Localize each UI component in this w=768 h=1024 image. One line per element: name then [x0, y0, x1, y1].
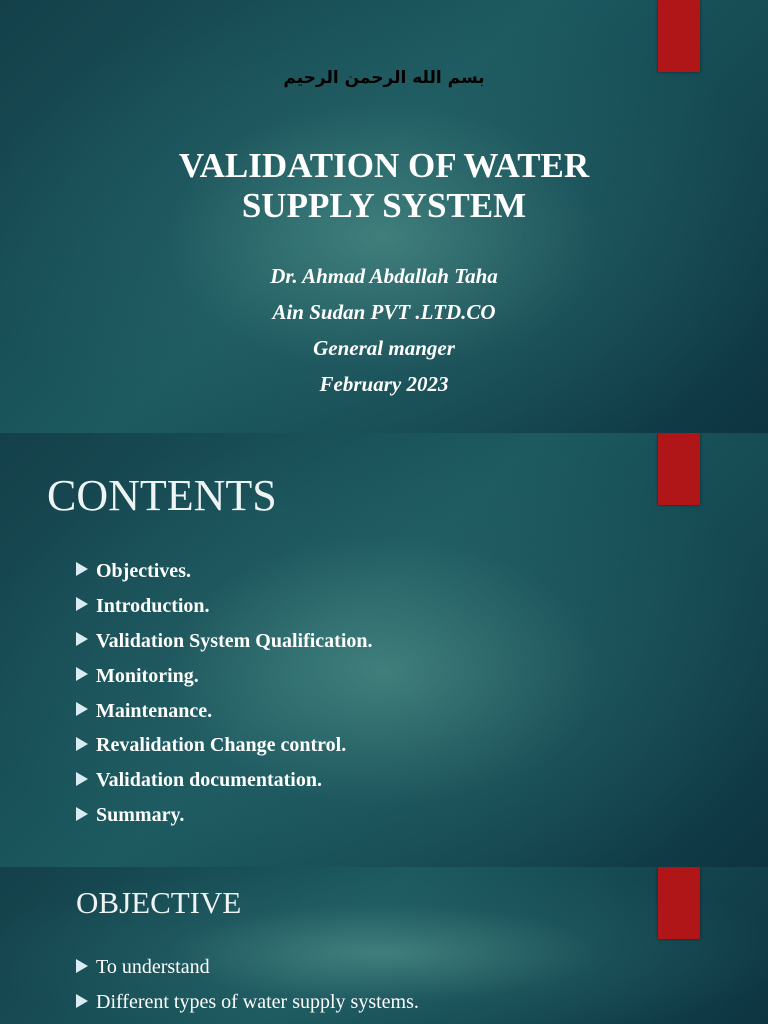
triangle-right-icon [76, 562, 88, 576]
contents-list [74, 554, 373, 833]
list-item-text: To understand [96, 956, 210, 978]
objective-list [74, 950, 419, 1020]
list-item [74, 554, 373, 589]
list-item-text: Maintenance. [96, 699, 213, 722]
list-item-text: Summary. [96, 804, 185, 827]
list-item [74, 589, 373, 624]
list-item [74, 728, 373, 763]
triangle-right-icon [76, 702, 88, 716]
list-item [74, 624, 373, 659]
list-item [74, 950, 419, 985]
accent-tab [658, 0, 700, 72]
title-slide [0, 0, 768, 433]
triangle-right-icon [76, 807, 88, 821]
accent-tab [658, 867, 700, 939]
list-item-text: Monitoring. [96, 664, 199, 687]
list-item-text: Introduction. [96, 594, 210, 617]
list-item [74, 798, 373, 833]
list-item [74, 763, 373, 798]
list-item [74, 985, 419, 1020]
list-item-text: Objectives. [96, 559, 191, 582]
presentation-date: February 2023 [319, 372, 449, 396]
contents-heading: CONTENTS [47, 471, 277, 520]
triangle-right-icon [76, 632, 88, 646]
triangle-right-icon [76, 772, 88, 786]
title-line-1: VALIDATION OF WATER [178, 146, 590, 185]
list-item-text: Validation System Qualification. [96, 629, 373, 652]
author-name: Dr. Ahmad Abdallah Taha [270, 264, 498, 288]
company-name: Ain Sudan PVT .LTD.CO [272, 300, 496, 324]
list-item [74, 694, 373, 729]
triangle-right-icon [76, 737, 88, 751]
presenter-info [0, 258, 768, 402]
title-line-2: SUPPLY SYSTEM [241, 186, 527, 225]
triangle-right-icon [76, 597, 88, 611]
objective-slide [0, 867, 768, 1024]
list-item [74, 659, 373, 694]
triangle-right-icon [76, 994, 88, 1008]
list-item-text: Different types of water supply systems. [96, 991, 419, 1013]
list-item-text: Validation documentation. [96, 769, 322, 792]
contents-slide [0, 433, 768, 867]
triangle-right-icon [76, 667, 88, 681]
bismillah-text: بسم الله الرحمن الرحيم [283, 68, 485, 88]
list-item-text: Revalidation Change control. [96, 734, 347, 757]
slide-title [0, 146, 768, 226]
accent-tab [658, 433, 700, 505]
author-position: General manger [313, 336, 455, 360]
triangle-right-icon [76, 959, 88, 973]
objective-heading: OBJECTIVE [76, 885, 242, 920]
